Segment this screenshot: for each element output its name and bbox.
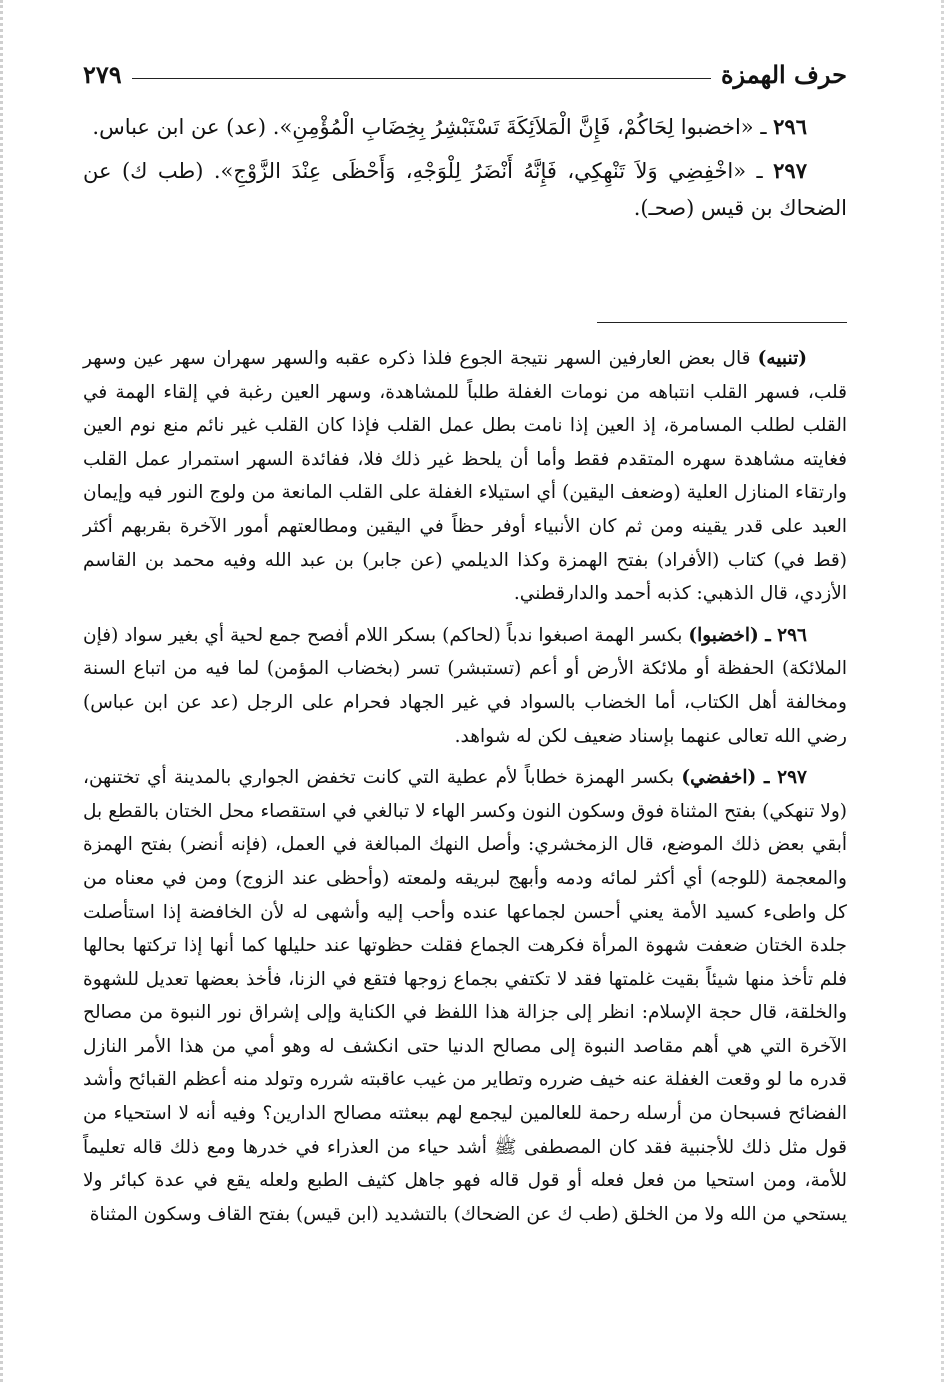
hadith-entry bbox=[83, 108, 847, 146]
page-number: ٢٧٩ bbox=[83, 59, 122, 89]
footnote-separator bbox=[597, 322, 847, 323]
commentary-text: قال بعض العارفين السهر نتيجة الجوع فلذا ذكره عقبه والسهر سهران سهر عين وسهر قلب، فسهر القلب انتباهه من نومات الغفلة طلباً للمشاهدة، وسهر العين رغبة في إلقاء الهمة في القلب لطلب المسامرة، إذ العين إذا نامت بطل عمل القلب فإذا كان القلب غير نائم منع نوم العين فغايته مشاهدة سهره المتقدم فقط وأما أن يلحظ غير ذلك فلا، ففائدة السهر استمرار عمل القلب وارتقاء المنازل العلية (وضعف اليقين) أي استيلاء الغفلة على القلب المانعة من ولوج النور فيه وإيمان العبد على قدر يقينه ومن ثم كان الأنبياء أوفر حظاً في اليقين ومطالعتهم أمور الآخرة بقربهم أكثر (قط في) كتاب (الأفراد) بفتح الهمزة وكذا الديلمي (عن جابر) بن عبد الله وفيه محمد بن القاسم الأزدي، قال الذهبي: كذبه أحمد والدارقطني. bbox=[83, 348, 847, 605]
commentary-text: بكسر الهمزة خطاباً لأم عطية التي كانت تخفض الجواري بالمدينة أي تختنهن، (ولا تنهكي) بفتح المثناة فوق وسكون النون وكسر الهاء لا تبالغي في استقصاء محل الختان بالقطع بل أبقي بعض ذلك الموضع، قال الزمخشري: وأصل النهك المبالغة في العمل، (فإنه أنضر) بفتح الهمزة والمعجمة (للوجه) أي أكثر لمائه ودمه وأبهج لبريقه ولمعته (وأحظى عند الزوج) ومن في معناه من كل واطىء كسيد الأمة يعني أحسن لجماعها عنده وأحب إليه وأشهى له لأن الخافضة إذا استأصلت جلدة الختان ضعفت شهوة المرأة فكرهت الجماع فقلت حظوتها عند حليلها كما أنها إذا تركتها بحالها فلم تأخذ منها شيئاً بقيت غلمتها فقد لا تكتفي بجماع زوجها فتقع في الزنا، فأخذ بعضها تعديل للشهوة والخلقة، قال حجة الإسلام: انظر إلى جزالة هذا اللفظ في الكناية وإلى إشراق نور النبوة من مصالح الآخرة التي هي أهم مقاصد النبوة إلى مصالح الدنيا حتى انكشف له وهو أمي من هذا الأمر النازل قدره ما لو وقعت الغفلة عنه خيف ضرره وتطاير من غيب عاقبته شرره وتولد منه أعظم القبائح وأشد الفضائح فسبحان من أرسله رحمة للعالمين ليجمع لهم ببعثته مصالح الدارين؟ وفيه أنه لا استحياء من قول مثل ذلك للأجنبية فقد كان المصطفى ﷺ أشد حياء من العذراء في خدرها ومع ذلك قاله تعليماً للأمة، ومن استحيا من فعل فعله أو قول قاله فهو جاهل كثيف الطبع ولعله يقع في عدة كبائر ولا يستحي من الله ولا من الخلق (طب ك عن الضحاك) بالتشديد (ابن قيس) بفتح القاف وسكون المثناة bbox=[83, 767, 847, 1225]
header-rule bbox=[132, 78, 711, 79]
hadith-dash: ـ bbox=[753, 115, 767, 139]
commentary-label: (تنبيه) bbox=[757, 348, 807, 369]
commentary-paragraph bbox=[83, 619, 847, 753]
commentary-paragraph bbox=[83, 342, 847, 611]
commentary-text: بكسر الهمة اصبغوا ندباً (لحاكم) بسكر اللام أفصح جمع لحية أي بغير سواد (فإن الملائكة) الحفظة أو ملائكة الأرض أو أعم (تستبشر) تسر (بخضاب المؤمن) لما فيه من اتباع السنة ومخالفة أهل الكتاب، أما الخضاب بالسواد في غير الجهاد فحرام على الرجل (عد عن ابن عباس) رضي الله تعالى عنهما بإسناد ضعيف لكن له شواهد. bbox=[83, 624, 847, 747]
commentary-label: ٢٩٧ ـ (اخفضي) bbox=[681, 767, 807, 789]
running-header bbox=[83, 52, 847, 96]
hadith-entry bbox=[83, 152, 847, 227]
hadith-number: ٢٩٦ bbox=[773, 114, 807, 139]
commentary-label: ٢٩٦ ـ (اخضبوا) bbox=[688, 624, 807, 646]
hadith-text: «اخضبوا لِحَاكُمْ، فَإِنَّ الْمَلاَئِكَةَ تَسْتَبْشِرُ بِخِضَابِ الْمُؤْمِنِ». (عد) عن ابن عباس. bbox=[92, 115, 754, 139]
hadith-dash: ـ bbox=[746, 159, 763, 183]
hadith-text-section bbox=[83, 108, 847, 233]
chapter-title: حرف الهمزة bbox=[720, 59, 847, 89]
hadith-text: «اخْفِضِي وَلاَ تَنْهِكِي، فَإِنَّهُ أَنْضَرُ لِلْوَجْهِ، وَأَحْظَى عِنْدَ الزَّوْجِ». (طب ك) عن الضحاك بن قيس (صحـ). bbox=[83, 159, 847, 220]
hadith-number: ٢٩٧ bbox=[773, 158, 807, 183]
commentary-section bbox=[83, 342, 847, 1239]
commentary-paragraph bbox=[83, 761, 847, 1231]
